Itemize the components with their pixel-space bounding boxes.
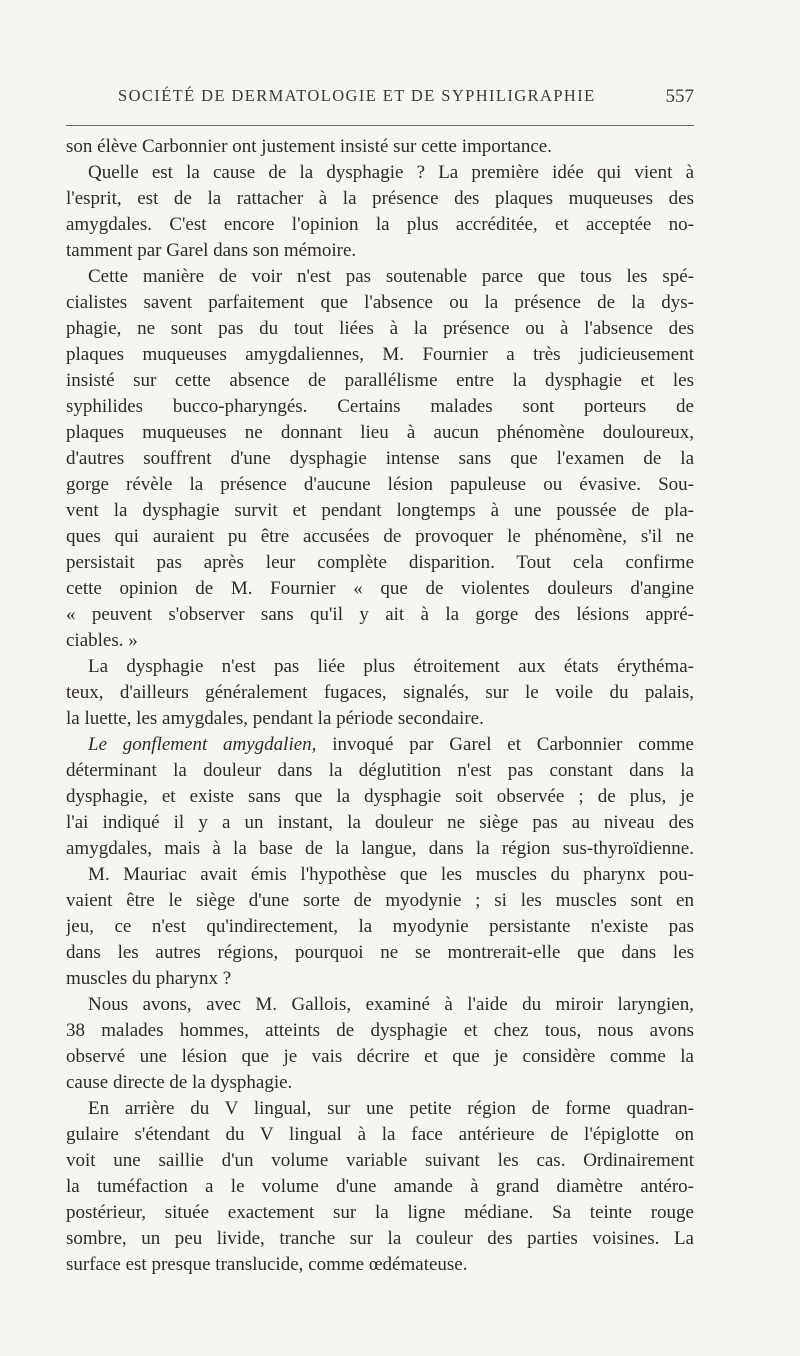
text-line: dans les autres régions, pourquoi ne se montrerait-elle que dans les: [66, 942, 694, 963]
text-line: muscles du pharynx ?: [66, 968, 232, 989]
body-text: [66, 134, 694, 1278]
text-line: cette opinion de M. Fournier « que de violentes douleurs d'angine: [66, 578, 694, 599]
text-line: jeu, ce n'est qu'indirectement, la myodynie persistante n'existe pas: [66, 916, 694, 937]
text-line: Cette manière de voir n'est pas soutenable parce que tous les spé-: [88, 266, 694, 287]
text-line: M. Mauriac avait émis l'hypothèse que les muscles du pharynx pou-: [88, 864, 694, 885]
text-line: Nous avons, avec M. Gallois, examiné à l'aide du miroir laryngien,: [88, 994, 694, 1015]
text-line: persistait pas après leur complète disparition. Tout cela confirme: [66, 552, 694, 573]
text-line: postérieur, située exactement sur la ligne médiane. Sa teinte rouge: [66, 1202, 694, 1223]
text-line: plaques muqueuses ne donnant lieu à aucun phénomène douloureux,: [66, 422, 694, 443]
text-line: 38 malades hommes, atteints de dysphagie et chez tous, nous avons: [66, 1020, 694, 1041]
text-line: d'autres souffrent d'une dysphagie intense sans que l'examen de la: [66, 448, 694, 469]
text-line: cause directe de la dysphagie.: [66, 1072, 293, 1093]
text-line: amygdales, mais à la base de la langue, dans la région sus-thyroïdienne.: [66, 838, 694, 859]
text-line: syphilides bucco-pharyngés. Certains malades sont porteurs de: [66, 396, 694, 417]
page-number: 557: [665, 86, 694, 107]
text-line: En arrière du V lingual, sur une petite région de forme quadran-: [88, 1098, 694, 1119]
text-line: teux, d'ailleurs généralement fugaces, signalés, sur le voile du palais,: [66, 682, 694, 703]
text-line: [66, 732, 694, 758]
text-line: son élève Carbonnier ont justement insisté sur cette importance.: [66, 136, 552, 157]
text-line: déterminant la douleur dans la déglutition n'est pas constant dans la: [66, 760, 694, 781]
page-header: [118, 86, 694, 110]
line-text: invoqué par Garel et Carbonnier comme: [316, 734, 694, 755]
text-line: la luette, les amygdales, pendant la période secondaire.: [66, 708, 484, 729]
text-line: gulaire s'étendant du V lingual à la face antérieure de l'épiglotte on: [66, 1124, 694, 1145]
running-title: SOCIÉTÉ DE DERMATOLOGIE ET DE SYPHILIGRAPHIE: [118, 86, 596, 105]
text-line: gorge révèle la présence d'aucune lésion papuleuse ou évasive. Sou-: [66, 474, 694, 495]
text-line: tamment par Garel dans son mémoire.: [66, 240, 357, 261]
text-line: surface est presque translucide, comme œdémateuse.: [66, 1254, 468, 1275]
text-line: l'ai indiqué il y a un instant, la douleur ne siège pas au niveau des: [66, 812, 694, 833]
text-line: cialistes savent parfaitement que l'absence ou la présence de la dys-: [66, 292, 694, 313]
text-line: observé une lésion que je vais décrire et que je considère comme la: [66, 1046, 694, 1067]
text-line: amygdales. C'est encore l'opinion la plus accréditée, et acceptée no-: [66, 214, 694, 235]
text-line: « peuvent s'observer sans qu'il y ait à la gorge des lésions appré-: [66, 604, 694, 625]
text-line: La dysphagie n'est pas liée plus étroitement aux états érythéma-: [88, 656, 694, 677]
text-line: sombre, un peu livide, tranche sur la couleur des parties voisines. La: [66, 1228, 694, 1249]
text-line: ciables. »: [66, 630, 138, 651]
text-line: ques qui auraient pu être accusées de provoquer le phénomène, s'il ne: [66, 526, 694, 547]
text-line: vaient être le siège d'une sorte de myodynie ; si les muscles sont en: [66, 890, 694, 911]
header-rule: [66, 125, 694, 126]
text-line: la tuméfaction a le volume d'une amande à grand diamètre antéro-: [66, 1176, 694, 1197]
text-line: vent la dysphagie survit et pendant longtemps à une poussée de pla-: [66, 500, 694, 521]
text-line: voit une saillie d'un volume variable suivant les cas. Ordinairement: [66, 1150, 694, 1171]
text-line: phagie, ne sont pas du tout liées à la présence ou à l'absence des: [66, 318, 694, 339]
italic-term: Le gonflement amygdalien,: [88, 734, 317, 755]
text-line: insisté sur cette absence de parallélisme entre la dysphagie et les: [66, 370, 694, 391]
text-line: l'esprit, est de la rattacher à la présence des plaques muqueuses des: [66, 188, 694, 209]
text-line: Quelle est la cause de la dysphagie ? La première idée qui vient à: [88, 162, 694, 183]
text-line: dysphagie, et existe sans que la dysphagie soit observée ; de plus, je: [66, 786, 694, 807]
text-line: plaques muqueuses amygdaliennes, M. Fournier a très judicieusement: [66, 344, 694, 365]
